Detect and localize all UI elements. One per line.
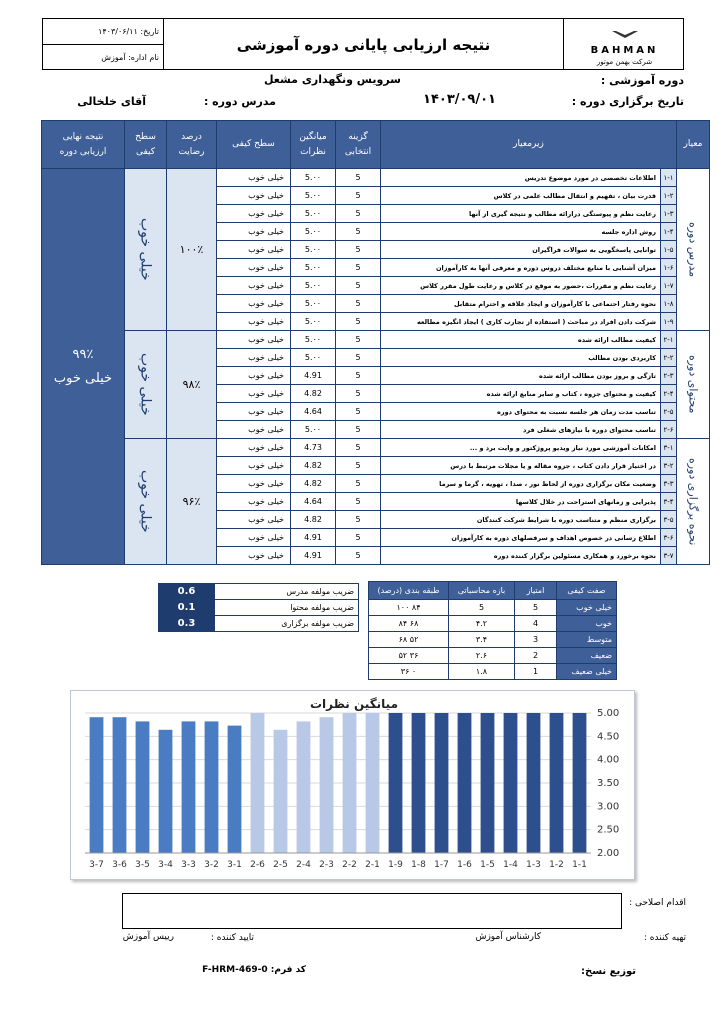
level-value: خیلی خوب	[217, 223, 291, 241]
form-code: کد فرم: F-HRM-469-0	[202, 965, 306, 975]
selected-option: 5	[336, 331, 381, 349]
coefficient-name: ضریب مولفه برگزاری	[215, 616, 359, 632]
level-value: خیلی خوب	[217, 331, 291, 349]
x-tick-label: 3-6	[112, 860, 127, 870]
group-quality-cell	[125, 439, 167, 565]
scale-score: 2	[515, 648, 557, 664]
scale-percent: ۳۶ ۵۲	[369, 648, 449, 664]
y-tick-label: 3.50	[597, 778, 620, 789]
criterion-label: نحوه برگزاری دوره	[686, 457, 700, 546]
evaluation-table	[41, 120, 710, 565]
chart-bar	[504, 713, 518, 853]
satisfaction-percent: ۱۰۰٪	[167, 169, 217, 331]
approved-by-value: رییس آموزش	[122, 932, 174, 942]
row-index: ۳-۷	[661, 547, 677, 565]
row-index: ۱-۹	[661, 313, 677, 331]
chart-bar	[389, 713, 403, 853]
date-label: تاریخ برگزاری دوره :	[571, 95, 684, 108]
level-value: خیلی خوب	[217, 277, 291, 295]
scale-row	[369, 600, 617, 616]
row-index: ۳-۶	[661, 529, 677, 547]
group-quality-cell	[125, 169, 167, 331]
chart-bar	[136, 721, 150, 853]
row-index: ۲-۴	[661, 385, 677, 403]
row-index: ۳-۲	[661, 457, 677, 475]
subcriterion-text: نحوه برخورد و همکاری مسئولین برگزار کننده دوره	[381, 547, 661, 565]
selected-option: 5	[336, 457, 381, 475]
average-value: 5.۰۰	[291, 205, 336, 223]
y-tick-label: 3.00	[597, 801, 620, 813]
scale-range: ۲.۶	[449, 648, 515, 664]
selected-option: 5	[336, 205, 381, 223]
x-tick-label: 2-6	[250, 860, 265, 870]
x-tick-label: 2-2	[342, 860, 357, 870]
x-tick-label: 1-3	[526, 860, 541, 870]
y-tick-label: 2.50	[597, 824, 620, 836]
selected-option: 5	[336, 475, 381, 493]
selected-option: 5	[336, 241, 381, 259]
average-value: 5.۰۰	[291, 295, 336, 313]
x-tick-label: 1-8	[411, 860, 426, 870]
scale-quality: متوسط	[557, 632, 617, 648]
row-index: ۱-۱	[661, 169, 677, 187]
level-value: خیلی خوب	[217, 529, 291, 547]
chart-bar	[343, 713, 357, 853]
row-index: ۲-۳	[661, 367, 677, 385]
scale-header-range: بازه محاسباتی	[449, 582, 515, 600]
level-value: خیلی خوب	[217, 475, 291, 493]
chart-bar	[573, 713, 587, 853]
scale-percent: ۸۴ ۱۰۰	[369, 600, 449, 616]
quality-scale-table	[368, 581, 617, 680]
subcriterion-text: در اختیار قرار دادن کتاب ، جزوه مقاله و یا مجلات مرتبط با درس	[381, 457, 661, 475]
level-value: خیلی خوب	[217, 205, 291, 223]
criterion-label: محتوای دوره	[686, 355, 700, 414]
selected-option: 5	[336, 295, 381, 313]
average-value: 4.64	[291, 493, 336, 511]
scale-header-quality: صفت کیفی	[557, 582, 617, 600]
x-tick-label: 3-7	[89, 860, 104, 870]
header-box	[42, 18, 684, 70]
subcriterion-text: رعایت نظم و مقررات ،حضور به موقع در کلاس و رعایت طول مقرر کلاس	[381, 277, 661, 295]
prepared-by-value: کارشناس آموزش	[475, 932, 541, 942]
subcriterion-text: اطلاع رسانی در خصوص اهداف و سرفصلهای دوره به کارآموزان	[381, 529, 661, 547]
chart-bar	[205, 721, 219, 853]
chart-bar	[366, 713, 380, 853]
average-value: 5.۰۰	[291, 169, 336, 187]
date-value: ۱۴۰۳/۰۹/۰۱	[423, 92, 496, 107]
row-index: ۱-۴	[661, 223, 677, 241]
level-value: خیلی خوب	[217, 241, 291, 259]
subcriterion-text: اطلاعات تخصصی در مورد موضوع تدریس	[381, 169, 661, 187]
level-value: خیلی خوب	[217, 169, 291, 187]
level-value: خیلی خوب	[217, 295, 291, 313]
coefficient-name: ضریب مولفه مدرس	[215, 584, 359, 600]
subcriterion-text: روش اداره جلسه	[381, 223, 661, 241]
row-index: ۳-۳	[661, 475, 677, 493]
x-tick-label: 1-9	[388, 860, 403, 870]
chart-bar	[228, 726, 242, 853]
header-quality: سطح کیفی	[125, 121, 167, 169]
x-tick-label: 2-3	[319, 860, 334, 870]
chart-bar	[159, 730, 173, 853]
level-value: خیلی خوب	[217, 349, 291, 367]
subcriterion-text: تازگی و بروز بودن مطالب ارائه شده	[381, 367, 661, 385]
final-result-cell	[42, 169, 125, 565]
chart-bar	[458, 713, 472, 853]
average-value: 4.64	[291, 403, 336, 421]
scale-score: 3	[515, 632, 557, 648]
company-logo	[563, 19, 685, 69]
prepared-by-label: تهیه کننده :	[643, 933, 686, 943]
average-value: 5.۰۰	[291, 277, 336, 295]
table-row	[42, 439, 710, 457]
selected-option: 5	[336, 259, 381, 277]
average-value: 5.۰۰	[291, 223, 336, 241]
header-average: میانگین نظرات	[291, 121, 336, 169]
x-tick-label: 1-6	[457, 860, 472, 870]
level-value: خیلی خوب	[217, 313, 291, 331]
y-tick-label: 4.50	[597, 731, 620, 743]
coefficient-value: 0.1	[159, 600, 215, 616]
teacher-label: مدرس دوره :	[203, 95, 276, 108]
scale-row	[369, 632, 617, 648]
average-value: 5.۰۰	[291, 241, 336, 259]
subcriterion-text: پذیرایی و زمانهای استراحت در خلال کلاسها	[381, 493, 661, 511]
average-value: 4.82	[291, 511, 336, 529]
average-chart	[70, 690, 635, 880]
row-index: ۳-۱	[661, 439, 677, 457]
chart-bar	[412, 713, 426, 853]
scale-range: ۴.۲	[449, 616, 515, 632]
chart-bar	[113, 717, 127, 853]
group-quality: خیلی خوب	[137, 353, 154, 416]
criterion-cell	[677, 331, 710, 439]
scale-quality: ضعیف	[557, 648, 617, 664]
header-option: گزینه انتخابی	[336, 121, 381, 169]
approved-by-label: تایید کننده :	[210, 933, 254, 943]
row-index: ۲-۵	[661, 403, 677, 421]
average-value: 5.۰۰	[291, 331, 336, 349]
logo-subtitle: شرکت بهمن موتور	[596, 58, 653, 66]
chart-bar	[182, 721, 196, 853]
evaluation-table-body	[42, 169, 710, 565]
header-department: نام اداره: آموزش	[101, 53, 159, 62]
selected-option: 5	[336, 529, 381, 547]
criterion-label: مدرس دوره	[686, 221, 700, 278]
scale-row	[369, 616, 617, 632]
subcriterion-text: رعایت نظم و پیوستگی درارائه مطالب و نتیجه گیری از آنها	[381, 205, 661, 223]
x-tick-label: 2-5	[273, 860, 288, 870]
selected-option: 5	[336, 421, 381, 439]
coefficient-value: 0.3	[159, 616, 215, 632]
selected-option: 5	[336, 187, 381, 205]
scale-row	[369, 664, 617, 680]
y-tick-label: 4.00	[597, 754, 620, 766]
level-value: خیلی خوب	[217, 457, 291, 475]
selected-option: 5	[336, 547, 381, 565]
header-subcriterion: زیرمعیار	[381, 121, 677, 169]
group-quality: خیلی خوب	[137, 470, 154, 533]
quality-scale-body	[369, 600, 617, 680]
chart-bar	[550, 713, 564, 853]
scale-row	[369, 648, 617, 664]
selected-option: 5	[336, 439, 381, 457]
criterion-cell	[677, 439, 710, 565]
scale-percent: ۶۸ ۸۴	[369, 616, 449, 632]
subcriterion-text: کیفیت مطالب ارائه شده	[381, 331, 661, 349]
level-value: خیلی خوب	[217, 259, 291, 277]
scale-quality: خیلی ضعیف	[557, 664, 617, 680]
subcriterion-text: شرکت دادن افراد در مباحث ( استفاده از تجارب کاری ) ایجاد انگیزه مطالعه	[381, 313, 661, 331]
chart-bar	[90, 717, 104, 853]
scale-score: 1	[515, 664, 557, 680]
chart-bar	[481, 713, 495, 853]
level-value: خیلی خوب	[217, 421, 291, 439]
y-tick-label: 2.00	[597, 848, 620, 859]
header-meta	[43, 19, 163, 69]
coefficient-value: 0.6	[159, 584, 215, 600]
subcriterion-text: تناسب محتوای دوره با نیازهای شغلی فرد	[381, 421, 661, 439]
chart-bar	[320, 717, 334, 853]
scale-range: ۳.۴	[449, 632, 515, 648]
x-tick-label: 3-1	[227, 860, 242, 870]
header-date: تاریخ: ۱۴۰۳/۰۶/۱۱	[43, 19, 163, 45]
corrective-action-box	[122, 893, 622, 929]
level-value: خیلی خوب	[217, 385, 291, 403]
final-quality: خیلی خوب	[53, 370, 113, 386]
teacher-value: آقای خلخالی	[77, 95, 146, 108]
coefficient-row	[159, 600, 359, 616]
x-tick-label: 3-4	[158, 860, 173, 870]
selected-option: 5	[336, 403, 381, 421]
satisfaction-percent: ۹۶٪	[167, 439, 217, 565]
level-value: خیلی خوب	[217, 493, 291, 511]
level-value: خیلی خوب	[217, 367, 291, 385]
x-tick-label: 1-7	[434, 860, 449, 870]
x-tick-label: 1-4	[503, 860, 518, 870]
table-row	[42, 331, 710, 349]
coefficient-row	[159, 616, 359, 632]
x-tick-label: 3-2	[204, 860, 219, 870]
row-index: ۱-۶	[661, 259, 677, 277]
chart-bar	[435, 713, 449, 853]
scale-quality: خیلی خوب	[557, 600, 617, 616]
course-label: دوره آموزشی :	[600, 74, 684, 87]
scale-score: 4	[515, 616, 557, 632]
level-value: خیلی خوب	[217, 511, 291, 529]
average-value: 5.۰۰	[291, 259, 336, 277]
row-index: ۳-۴	[661, 493, 677, 511]
average-value: 4.82	[291, 457, 336, 475]
subcriterion-text: وضعیت مکان برگزاری دوره از لحاظ نور ، صدا ، تهویه ، گرما و سرما	[381, 475, 661, 493]
x-tick-label: 1-1	[572, 860, 587, 870]
course-value: سرویس ونگهداری مشعل	[263, 73, 401, 86]
criterion-cell	[677, 169, 710, 331]
logo-text: BAHMAN	[590, 45, 659, 56]
scale-quality: خوب	[557, 616, 617, 632]
selected-option: 5	[336, 169, 381, 187]
scale-range: ۱.۸	[449, 664, 515, 680]
x-tick-label: 2-4	[296, 860, 311, 870]
subcriterion-text: کاربردی بودن مطالب	[381, 349, 661, 367]
subcriterion-text: تناسب مدت زمان هر جلسه نسبت به محتوای دوره	[381, 403, 661, 421]
average-value: 4.91	[291, 367, 336, 385]
header-criterion: معیار	[677, 121, 710, 169]
average-value: 4.82	[291, 385, 336, 403]
average-value: 4.91	[291, 547, 336, 565]
scale-score: 5	[515, 600, 557, 616]
row-index: ۲-۱	[661, 331, 677, 349]
x-tick-label: 3-5	[135, 860, 150, 870]
final-percent: ۹۹٪	[72, 346, 94, 362]
distribution-label: توزیع نسخ:	[581, 966, 636, 977]
subcriterion-text: کیفیت و محتوای جزوه ، کتاب و سایر منابع ارائه شده	[381, 385, 661, 403]
corrective-action-label: اقدام اصلاحی :	[629, 898, 686, 908]
scale-percent: ۵۲ ۶۸	[369, 632, 449, 648]
chart-bar	[527, 713, 541, 853]
subcriterion-text: قدرت بیان ، تفهیم و انتقال مطالب علمی در کلاس	[381, 187, 661, 205]
selected-option: 5	[336, 223, 381, 241]
row-index: ۲-۶	[661, 421, 677, 439]
row-index: ۱-۸	[661, 295, 677, 313]
x-tick-label: 3-3	[181, 860, 196, 870]
header-level: سطح کیفی	[217, 121, 291, 169]
chart-title: میانگین نظرات	[309, 697, 399, 711]
average-chart-svg	[71, 691, 636, 881]
group-quality: خیلی خوب	[137, 218, 154, 281]
selected-option: 5	[336, 511, 381, 529]
table-row	[42, 169, 710, 187]
row-index: ۱-۵	[661, 241, 677, 259]
average-value: 5.۰۰	[291, 313, 336, 331]
level-value: خیلی خوب	[217, 187, 291, 205]
subcriterion-text: برگزاری منظم و متناسب دوره با شرایط شرکت کنندگان	[381, 511, 661, 529]
selected-option: 5	[336, 367, 381, 385]
selected-option: 5	[336, 349, 381, 367]
chart-bar	[251, 713, 265, 853]
scale-range: 5	[449, 600, 515, 616]
bahman-logo-icon	[610, 29, 640, 41]
row-index: ۳-۵	[661, 511, 677, 529]
chart-bar	[274, 730, 288, 853]
level-value: خیلی خوب	[217, 403, 291, 421]
average-value: 4.82	[291, 475, 336, 493]
average-value: 4.73	[291, 439, 336, 457]
coefficient-name: ضریب مولفه محتوا	[215, 600, 359, 616]
scale-percent: ۰ ۳۶	[369, 664, 449, 680]
coefficient-table	[158, 583, 359, 632]
selected-option: 5	[336, 277, 381, 295]
header-final: نتیجه نهایی ارزیابی دوره	[42, 121, 125, 169]
group-quality-cell	[125, 331, 167, 439]
coefficient-row	[159, 584, 359, 600]
average-value: 4.91	[291, 529, 336, 547]
page-title: نتیجه ارزیابی پایانی دوره آموزشی	[163, 19, 563, 69]
subcriterion-text: امکانات آموزشی مورد نیاز ویدیو پروژکتور و وایت برد و ...	[381, 439, 661, 457]
subcriterion-text: توانایی پاسخگویی به سوالات فراگیران	[381, 241, 661, 259]
average-value: 5.۰۰	[291, 349, 336, 367]
satisfaction-percent: ۹۸٪	[167, 331, 217, 439]
y-tick-label: 5.00	[597, 708, 620, 719]
x-tick-label: 1-5	[480, 860, 495, 870]
level-value: خیلی خوب	[217, 547, 291, 565]
x-tick-label: 2-1	[365, 860, 380, 870]
subcriterion-text: میزان آشنایی با منابع مختلف دروس دوره و معرفی آنها به کارآموزان	[381, 259, 661, 277]
scale-header-score: امتیاز	[515, 582, 557, 600]
subcriterion-text: نحوه رفتار احتماعی با کارآموزان و ایجاد علاقه و احترام متقابل	[381, 295, 661, 313]
selected-option: 5	[336, 313, 381, 331]
selected-option: 5	[336, 385, 381, 403]
row-index: ۱-۷	[661, 277, 677, 295]
level-value: خیلی خوب	[217, 439, 291, 457]
selected-option: 5	[336, 493, 381, 511]
row-index: ۲-۲	[661, 349, 677, 367]
chart-bar	[297, 721, 311, 853]
average-value: 5.۰۰	[291, 421, 336, 439]
row-index: ۱-۳	[661, 205, 677, 223]
average-value: 5.۰۰	[291, 187, 336, 205]
x-tick-label: 1-2	[549, 860, 564, 870]
row-index: ۱-۲	[661, 187, 677, 205]
header-percent: درصد رضایت	[167, 121, 217, 169]
scale-header-percent: طبقه بندی (درصد)	[369, 582, 449, 600]
